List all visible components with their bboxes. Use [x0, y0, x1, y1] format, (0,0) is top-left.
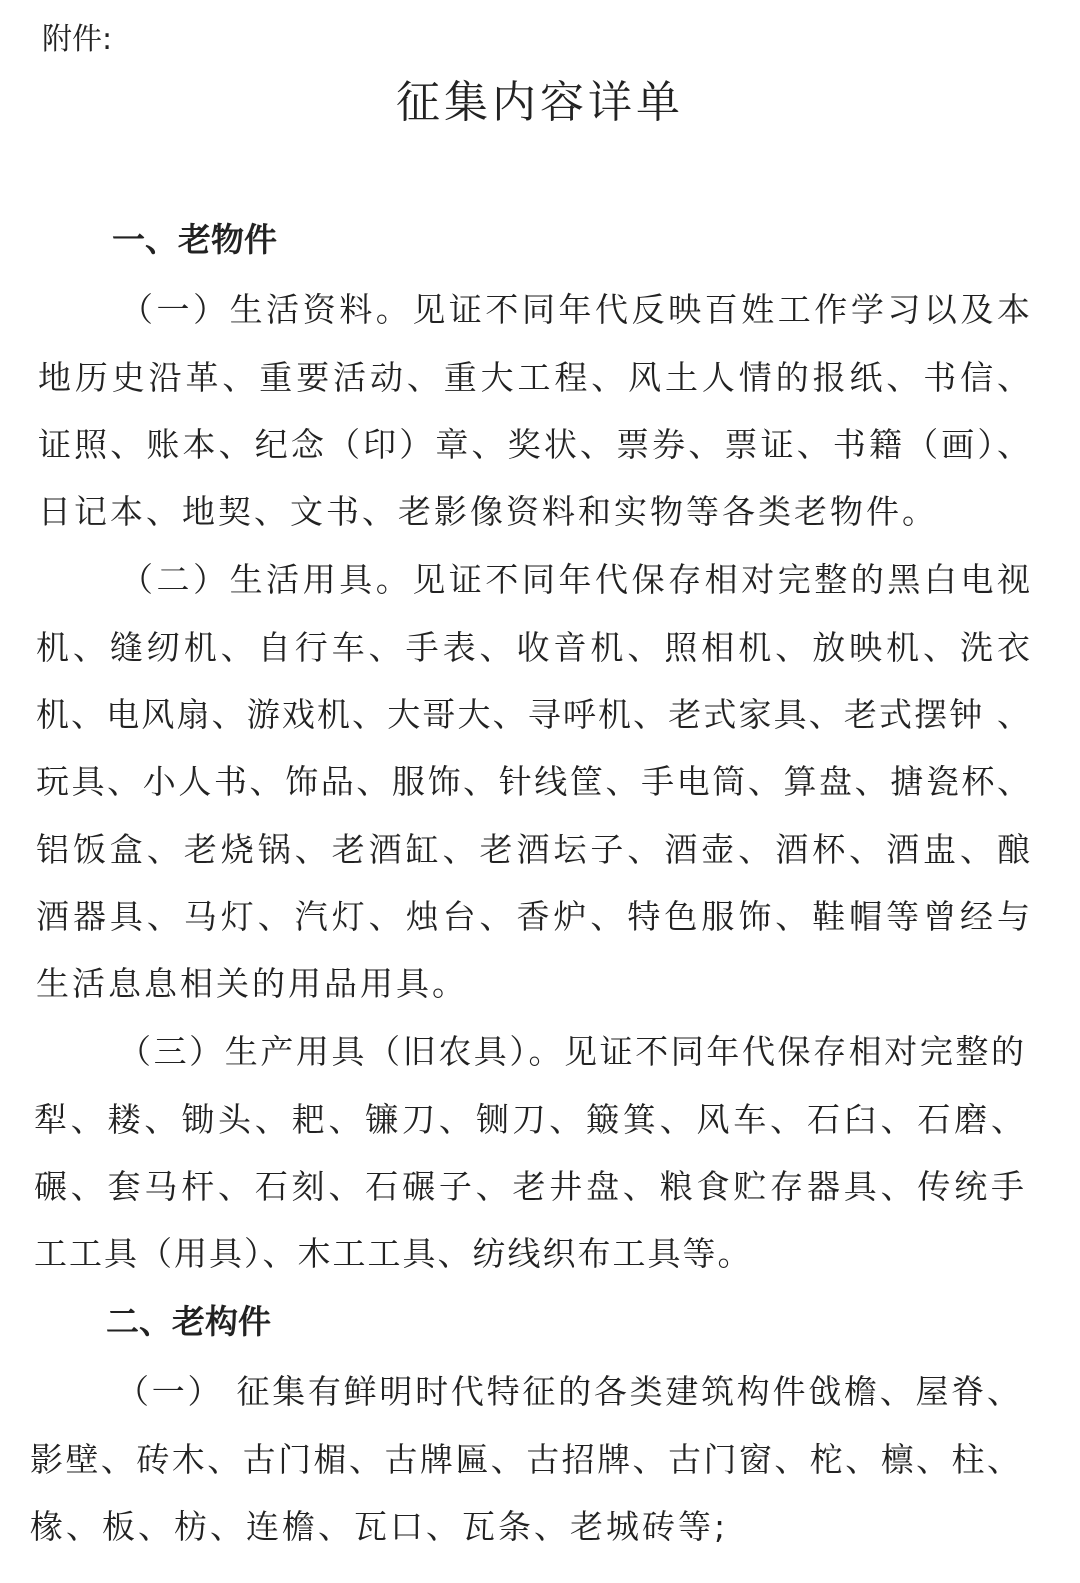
- attachment-label: 附件:: [42, 22, 113, 57]
- section-heading: 一、老物件: [112, 220, 277, 259]
- paragraph-line: 机、电风扇、游戏机、大哥大、寻呼机、老式家具、老式摆钟 、: [36, 695, 1030, 734]
- paragraph-line: 生活息息相关的用品用具。: [36, 964, 468, 1003]
- paragraph-line: 地历史沿革、重要活动、重大工程、风土人情的报纸、书信、: [38, 358, 1030, 397]
- paragraph-line: 铝饭盒、老烧锅、老酒缸、老酒坛子、酒壶、酒杯、酒盅、酿: [36, 830, 1030, 869]
- paragraph-line: 证照、账本、纪念（印）章、奖状、票券、票证、书籍（画）、: [38, 425, 1030, 464]
- paragraph-line: （三）生产用具（旧农具）。见证不同年代保存相对完整的: [118, 1032, 1024, 1071]
- paragraph-line: （一） 征集有鲜明时代特征的各类建筑构件戗檐、屋脊、: [116, 1372, 1020, 1411]
- paragraph-line: 椽、板、枋、连檐、瓦口、瓦条、老城砖等;: [30, 1507, 729, 1546]
- paragraph-line: 玩具、小人书、饰品、服饰、针线筐、手电筒、算盘、搪瓷杯、: [36, 762, 1030, 801]
- paragraph-line: 机、缝纫机、自行车、手表、收音机、照相机、放映机、洗衣: [36, 628, 1030, 667]
- paragraph-line: 影壁、砖木、古门楣、古牌匾、古招牌、古门窗、柁、檩、柱、: [30, 1440, 1020, 1479]
- section-heading: 二、老构件: [106, 1302, 271, 1341]
- paragraph-line: 工工具（用具）、木工工具、纺线织布工具等。: [34, 1234, 753, 1273]
- paragraph-line: 日记本、地契、文书、老影像资料和实物等各类老物件。: [38, 492, 938, 531]
- paragraph-line: （二）生活用具。见证不同年代保存相对完整的黑白电视: [120, 560, 1030, 599]
- paragraph-line: 碾、套马杆、石刻、石碾子、老井盘、粮食贮存器具、传统手: [34, 1167, 1024, 1206]
- paragraph-line: （一）生活资料。见证不同年代反映百姓工作学习以及本: [120, 290, 1030, 329]
- paragraph-line: 犁、耧、锄头、耙、镰刀、铡刀、簸箕、风车、石臼、石磨、: [34, 1100, 1024, 1139]
- paragraph-line: 酒器具、马灯、汽灯、烛台、香炉、特色服饰、鞋帽等曾经与: [36, 897, 1030, 936]
- page-title: 征集内容详单: [396, 77, 684, 128]
